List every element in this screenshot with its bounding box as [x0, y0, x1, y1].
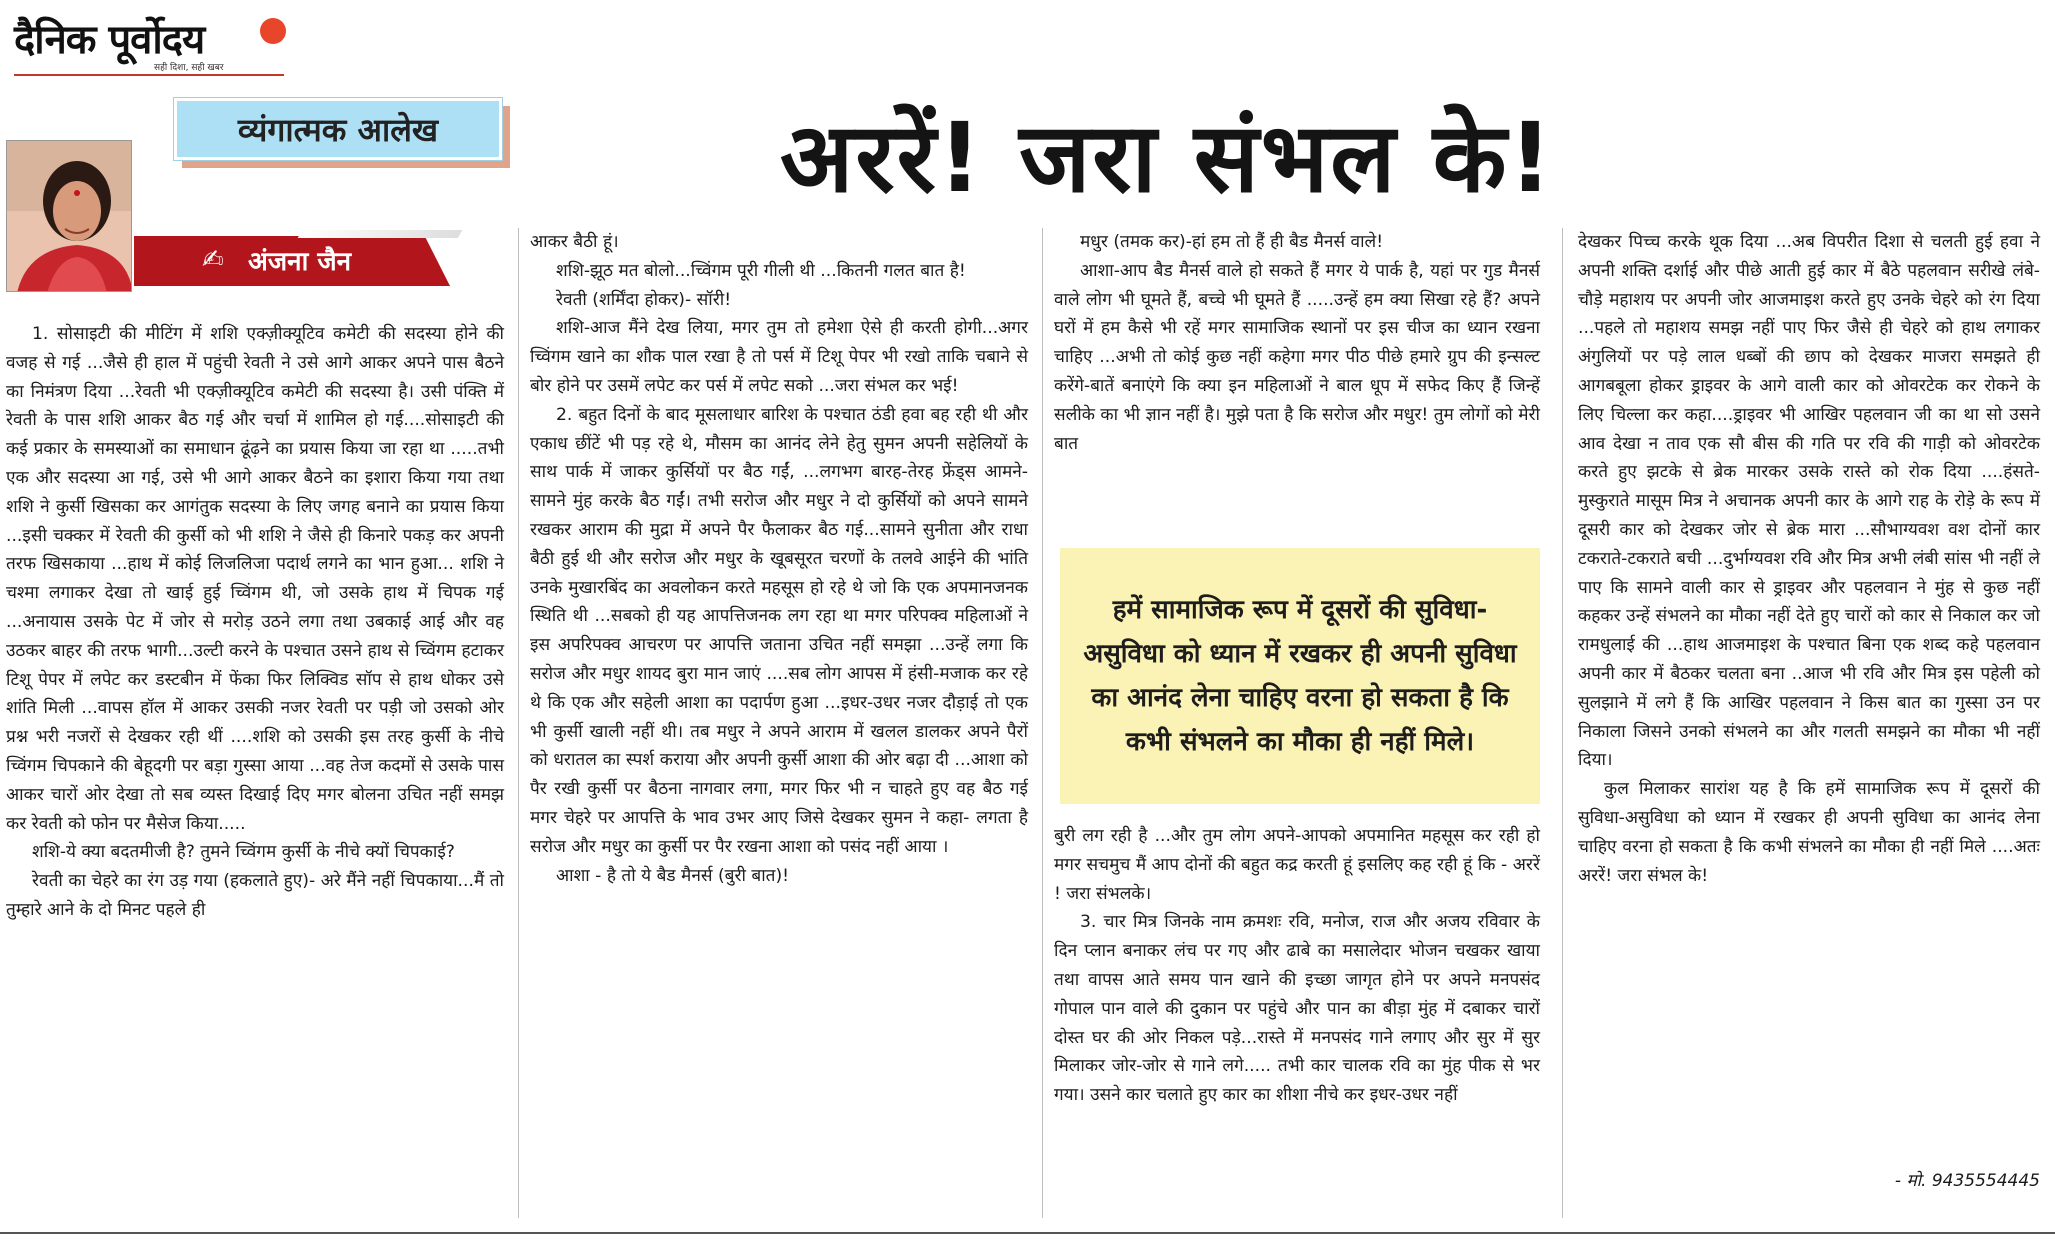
- paragraph: आशा-आप बैड मैनर्स वाले हो सकते हैं मगर ये पार्क है, यहां पर गुड मैनर्स वाले लोग भी घूमते हैं, बच्चे भी घूमते हैं .....उन्हें हम क्या सिखा रहे हैं? अपने घरों में हम कैसे भी रहें मगर सामाजिक स्थानों पर इस चीज का ध्यान रखना चाहिए ...अभी तो कोई कुछ नहीं कहेगा मगर पीठ पीछे हमारे ग्रुप की इन्सल्ट करेंगे-बातें बनाएंगे कि क्या इन महिलाओं ने बाल धूप में सफेद किए हैं जिन्हें सलीके का भी ज्ञान नहीं है। मुझे पता है कि सरोज और मधुर! तुम लोगों को मेरी बात: [1054, 260, 1540, 454]
- author-banner-highlight: [298, 230, 463, 238]
- author-portrait-icon: [7, 141, 132, 292]
- author-photo: [6, 140, 132, 292]
- author-name: अंजना जैन: [248, 247, 352, 277]
- headline: अररें! जरा संभल के!: [780, 102, 1555, 214]
- article-column-3-lower: [1054, 822, 1540, 1110]
- masthead-title: दैनिक पूर्वोदय: [14, 17, 205, 63]
- paragraph: देखकर पिच्च करके थूक दिया ...अब विपरीत दिशा से चलती हुई हवा ने अपनी शक्ति दर्शाई और पीछे आती हुई कार में बैठे पहलवान सरीखे लंबे-चौड़े महाशय पर अपनी जोर आजमाइश करते हुए उनके चेहरे को रंग दिया ...पहले तो महाशय समझ नहीं पाए फिर जैसे ही चेहरे को हाथ लगाकर अंगुलियों पर पड़े लाल धब्बों की छाप को देखकर माजरा समझते ही आगबबूला होकर ड्राइवर के आगे वाली कार को ओवरटेक कर रोकने के लिए चिल्ला कर कहा....ड्राइवर भी आखिर पहलवान जी का था सो उसने आव देखा न ताव एक सौ बीस की गति पर रवि की गाड़ी को ओवरटेक करते हुए झटके से ब्रेक मारकर उसके रास्ते को रोक दिया ....हंसते-मुस्कुराते मासूम मित्र ने अचानक अपनी कार के आगे राह के रोड़े के रूप में दूसरी कार को देखकर जोर से ब्रेक मारा ...सौभाग्यवश वश दोनों कार टकराते-टकराते बची ...दुर्भाग्यवश रवि और मित्र अभी लंबी सांस भी नहीं ले पाए कि सामने वाली कार से ड्राइवर और पहलवान ने मुंह से कुछ नहीं कहकर उन्हें संभलने का मौका नहीं देते हुए चारों को कार से निकाल कर जो रामधुलाई की ...हाथ आजमाइश के पश्चात बिना एक शब्द कहे पहलवान अपनी कार में बैठकर चलता बना ..आज भी रवि और मित्र इस पहेली को सुलझाने में लगे हैं कि आखिर पहलवान ने किस बात का गुस्सा उन पर निकाला जिसने उनको संभलने का और गलती समझने का मौका भी नहीं दिया।: [1578, 232, 2040, 771]
- pen-icon: ✍: [202, 245, 224, 275]
- article-column-2: [530, 228, 1028, 890]
- paragraph: रेवती (शर्मिंदा होकर)- सॉरी!: [556, 289, 732, 310]
- paragraph: आशा - है तो ये बैड मैनर्स (बुरी बात)!: [556, 865, 790, 886]
- paragraph: शशि-आज मैंने देख लिया, मगर तुम तो हमेशा ऐसे ही करती होगी...अगर च्विंगम खाने का शौक पाल रखा है तो पर्स में टिशू पेपर भी रखो ताकि चबाने से बोर होने पर उसमें लपेट कर पर्स में लपेट सको ...जरा संभल कर भई!: [530, 318, 1028, 396]
- article-column-4: [1578, 228, 2040, 890]
- paragraph: 2. बहुत दिनों के बाद मूसलाधार बारिश के पश्चात ठंडी हवा बह रही थी और एकाध छींटें भी पड़ रहे थे, मौसम का आनंद लेने हेतु सुमन अपनी सहेलियों के साथ पार्क में जाकर कुर्सियों पर बैठ गईं, ...लगभग बारह-तेरह फ्रेंड्स आमने-सामने मुंह करके बैठ गईं। तभी सरोज और मधुर ने दो कुर्सियों को अपने सामने रखकर आराम की मुद्रा में अपने पैर फैलाकर बैठ गई...सामने सुनीता और राधा बैठी हुई थी और सरोज और मधुर के खूबसूरत चरणों के तलवे आईने की भांति उनके मुखारबिंद का अवलोकन करते महसूस हो रहे थे जो कि एक अपमानजनक स्थिति थी ...सबको ही यह आपत्तिजनक लग रहा था मगर परिपक्व महिलाओं ने इस अपरिपक्व आचरण पर आपत्ति जताना उचित नहीं समझा ...उन्हें लगा कि सरोज और मधुर शायद बुरा मान जाएं ....सब लोग आपस में हंसी-मजाक कर रहे थे कि एक और सहेली आशा का पदार्पण हुआ ...इधर-उधर नजर दौड़ाई तो एक भी कुर्सी खाली नहीं थी। तब मधुर ने अपने आराम में खलल डालकर अपने पैरों को धरातल का स्पर्श कराया और अपनी कुर्सी आशा की ओर बढ़ा दी ...आशा को पैर रखी कुर्सी पर बैठना नागवार लगा, मगर फिर भी न चाहते हुए वह बैठ गई मगर चेहरे पर आपत्ति के भाव उभर आए जिसे देखकर सुमन ने कहा- लगता है सरोज और मधुर का कुर्सी पर पैर रखना आशा को पसंद नहीं आया ।: [530, 404, 1028, 857]
- pull-quote-text: हमें सामाजिक रूप में दूसरों की सुविधा-असुविधा को ध्यान में रखकर ही अपनी सुविधा का आनंद लेना चाहिए वरना हो सकता है कि कभी संभलने का मौका ही नहीं मिले।: [1083, 595, 1517, 757]
- column-divider: [1042, 228, 1043, 1218]
- paragraph: रेवती का चेहरे का रंग उड़ गया (हकलाते हुए)- अरे मैंने नहीं चिपकाया...मैं तो तुम्हारे आने के दो मिनट पहले ही: [6, 871, 504, 920]
- masthead: [14, 10, 284, 72]
- sun-logo-icon: [260, 18, 286, 44]
- paragraph: शशि-झूठ मत बोलो...च्विंगम पूरी गीली थी ...कितनी गलत बात है!: [556, 260, 966, 281]
- paragraph: 3. चार मित्र जिनके नाम क्रमशः रवि, मनोज, राज और अजय रविवार के दिन प्लान बनाकर लंच पर गए और ढाबे का मसालेदार भोजन चखकर खाया तथा वापस आते समय पान खाने की इच्छा जागृत होने पर अपने मनपसंद गोपाल पान वाले की दुकान पर पहुंचे और पान का बीड़ा मुंह में दबाकर चारों दोस्त घर की ओर निकल पड़े...रास्ते में मनपसंद गाने लगाए और सुर में सुर मिलाकर जोर-जोर से गाने लगे..... तभी कार चालक रवि का मुंह पीक से भर गया। उसने कार चलाते हुए कार का शीशा नीचे कर इधर-उधर नहीं: [1054, 912, 1540, 1106]
- paragraph: कुल मिलाकर सारांश यह है कि हमें सामाजिक रूप में दूसरों की सुविधा-असुविधा को ध्यान में रखकर ही अपनी सुविधा का आनंद लेना चाहिए वरना हो सकता है कि कभी संभलने का मौका ही नहीं मिले ....अतः अररें! जरा संभल के!: [1578, 779, 2040, 886]
- column-divider: [1562, 228, 1563, 1218]
- article-column-1: [6, 320, 504, 925]
- category-label-text: व्यंगात्मक आलेख: [237, 110, 439, 149]
- paragraph: मधुर (तमक कर)-हां हम तो हैं ही बैड मैनर्स वाले!: [1080, 232, 1384, 252]
- paragraph: बुरी लग रही है ...और तुम लोग अपने-आपको अपमानित महसूस कर रही हो मगर सचमुच मैं आप दोनों की बहुत कद्र करती हूं इसलिए कह रही हूं कि - अररें ! जरा संभलके।: [1054, 826, 1540, 904]
- category-label: [174, 98, 502, 160]
- column-divider: [518, 228, 519, 1218]
- author-contact: - मो. 9435554445: [1894, 1171, 2040, 1191]
- article-column-3-upper: [1054, 228, 1540, 458]
- masthead-tagline: सही दिशा, सही खबर: [154, 63, 224, 73]
- paragraph: आकर बैठी हूं।: [530, 232, 619, 252]
- paragraph: 1. सोसाइटी की मीटिंग में शशि एक्ज़ीक्यूटिव कमेटी की सदस्या होने की वजह से गई ...जैसे ही हाल में पहुंची रेवती ने उसे आगे आकर अपने पास बैठने का निमंत्रण दिया ...रेवती भी एक्ज़ीक्यूटिव कमेटी की सदस्या है। उसी पंक्ति में रेवती के पास शशि आकर बैठ गई और चर्चा में शामिल हो गई....सोसाइटी की कई प्रकार के समस्याओं का समाधान ढूंढ़ने का प्रयास किया जा रहा था .....तभी एक और सदस्या आ गई, उसे भी आगे आकर बैठने का इशारा किया गया तथा शशि ने कुर्सी खिसका कर आगंतुक सदस्या के लिए जगह बनाने का प्रयास किया ...इसी चक्कर में रेवती की कुर्सी को भी शशि ने जैसे ही किनारे पकड़ कर अपनी तरफ खिसकाया ...हाथ में कोई लिजलिजा पदार्थ लगने का भान हुआ... शशि ने चश्मा लगाकर देखा तो खाई हुई च्विंगम थी, जो उसके हाथ में चिपक गई ...अनायास उसके पेट में जोर से मरोड़ उठने लगा तथा उबकाई आई और वह उठकर बाहर की तरफ भागी...उल्टी करने के पश्चात उसने हाथ से च्विंगम हटाकर टिशू पेपर में लपेट कर डस्टबीन में फेंका फिर लिक्विड सॉप से हाथ धोकर उसे शांति मिली ...वापस हॉल में आकर उसकी नजर रेवती पर पड़ी जो उसको ओर प्रश्न भरी नजरों से देखकर रही थीं ....शशि को उसकी इस तरह कुर्सी के नीचे च्विंगम चिपकाने की बेहूदगी पर बड़ा गुस्सा आया ...वह तेज कदमों से उसके पास आकर चारों ओर देखा तो सब व्यस्त दिखाई दिए मगर बोलना उचित नहीं समझ कर रेवती को फोन पर मैसेज किया.....: [6, 324, 505, 834]
- page-bottom-rule: [0, 1232, 2055, 1234]
- paragraph: शशि-ये क्या बदतमीजी है? तुमने च्विंगम कुर्सी के नीचे क्यों चिपकाई?: [32, 842, 455, 863]
- masthead-rule: [14, 74, 284, 76]
- pull-quote: [1060, 548, 1540, 804]
